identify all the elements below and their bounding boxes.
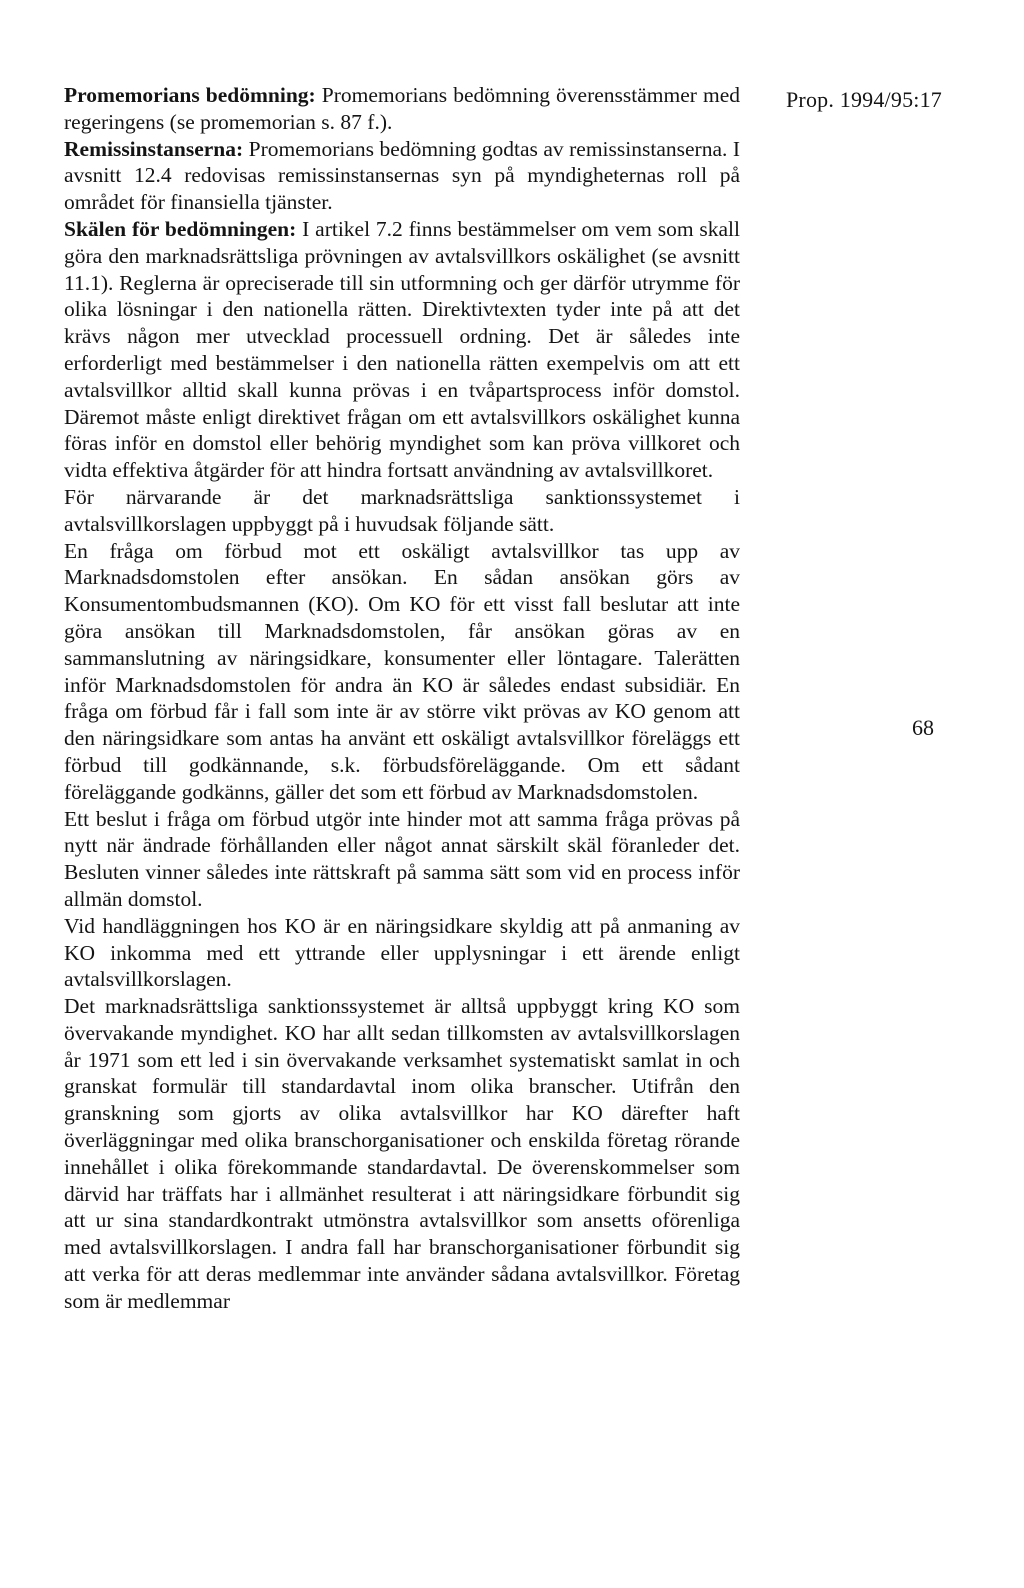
paragraph-lead: Promemorians bedömning: [64, 83, 316, 107]
paragraph-text: Ett beslut i fråga om förbud utgör inte hinder mot att samma fråga prövas på nytt när ändrade förhållanden eller något annat särskilt skäl föranleder det. Besluten vinner således inte rättskraft på samma sätt som vid en process inför allmän domstol. [64, 806, 740, 911]
paragraph-sanktionssystem-intro [64, 484, 740, 538]
paragraph-text: I artikel 7.2 finns bestämmelser om vem som skall göra den marknadsrättsliga prövningen av avtalsvillkors oskälighet (se avsnitt 11.1). Reglerna är opreciserade till sin utformning och ger därför utrymme för olika lösningar i den nationella rätten. Direktivtexten tyder inte på att det krävs någon mer utvecklad processuell ordning. Det är således inte erforderligt med bestämmelser i den nationella rätten exempelvis om att ett avtalsvillkor alltid skall kunna prövas i en tvåpartsprocess inför domstol. Däremot måste enligt direktivet frågan om ett avtalsvillkors oskälighet kunna föras inför en domstol eller behörig myndighet som kan pröva villkoret och vidta effektiva åtgärder för att hindra fortsatt användning av avtalsvillkoret. [64, 216, 740, 483]
paragraph-forbud-marknadsdomstolen [64, 538, 740, 806]
paragraph-handlaggning-ko [64, 913, 740, 993]
paragraph-text: För närvarande är det marknadsrättsliga sanktionssystemet i avtalsvillkorslagen uppbyggt på i huvudsak följande sätt. [64, 484, 740, 536]
page-number: 68 [912, 715, 934, 740]
paragraph-skalen [64, 216, 740, 484]
proposition-reference: Prop. 1994/95:17 [786, 87, 942, 112]
body-text [64, 82, 740, 1315]
paragraph-ko-overvakande [64, 993, 740, 1315]
paragraph-text: Promemorians bedömning överensstämmer med regeringens (se promemorian s. 87 f.). [64, 83, 740, 134]
paragraph-text: En fråga om förbud mot ett oskäligt avtalsvillkor tas upp av Marknadsdomstolen efter ansökan. En sådan ansökan görs av Konsumentombudsmannen (KO). Om KO för ett visst fall beslutar att inte göra ansökan till Marknadsdomstolen, får ansökan göras av en sammanslutning av näringsidkare, konsumenter eller löntagare. Talerätten inför Marknadsdomstolen för andra än KO är således endast subsidiär. En fråga om förbud får i fall som inte är av större vikt prövas av KO genom att den näringsidkare som antas ha använt ett oskäligt avtalsvillkor föreläggs ett förbud till godkännande, s.k. förbudsföreläggande. Om ett sådant föreläggande godkänns, gäller det som ett förbud av Marknadsdomstolen. [64, 538, 740, 804]
paragraph-beslut-rattskraft [64, 806, 740, 913]
paragraph-text: Vid handläggningen hos KO är en näringsidkare skyldig att på anmaning av KO inkomma med ett yttrande eller upplysningar i ett ärende enligt avtalsvillkorslagen. [64, 913, 740, 992]
paragraph-lead: Remissinstanserna: [64, 136, 244, 161]
paragraph-lead: Skälen för bedömningen: [64, 216, 297, 241]
paragraph-remissinstanser [64, 136, 740, 216]
paragraph-promemoria-assessment [64, 82, 740, 136]
paragraph-text: Promemorians bedömning godtas av remissinstanserna. I avsnitt 12.4 redovisas remissinstansernas syn på myndigheternas roll på området för finansiella tjänster. [64, 136, 740, 215]
paragraph-text: Det marknadsrättsliga sanktionssystemet är alltså uppbyggt kring KO som övervakande myndighet. KO har allt sedan tillkomsten av avtalsvillkorslagen år 1971 som ett led i sin övervakande verksamhet systematiskt samlat in och granskat formulär till standardavtal inom olika branscher. Utifrån den granskning som gjorts av olika avtalsvillkor har KO därefter haft överläggningar med olika branschorganisationer och enskilda företag rörande innehållet i olika förekommande standardavtal. De överenskommelser som därvid har träffats har i allmänhet resulterat i att näringsidkare förbundit sig att ur sina standardkontrakt utmönstra avtalsvillkor som ansetts oförenliga med avtalsvillkorslagen. I andra fall har branschorganisationer förbundit sig att verka för att deras medlemmar inte använder sådana avtalsvillkor. Företag som är medlemmar [64, 994, 740, 1313]
